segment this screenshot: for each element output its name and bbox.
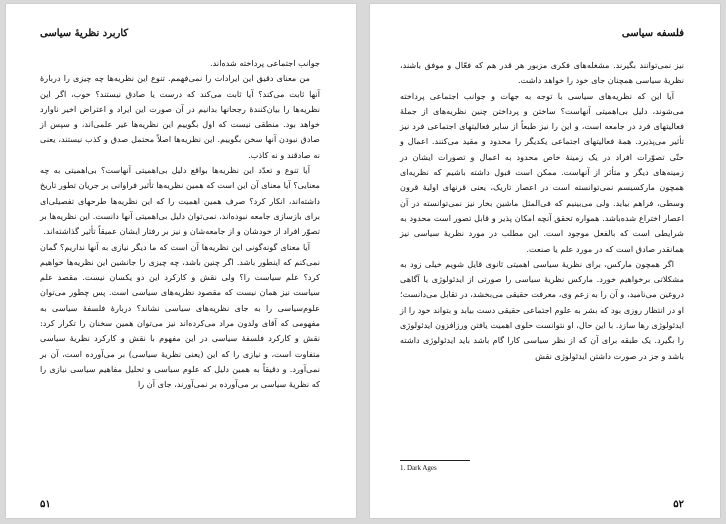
paragraph: من معنای دقیق این ایرادات را نمی‌فهمم. تنوع این نظریه‌ها چه چیزی را دربارهٔ آنها ثابت می‌کند؟ آیا ثابت می‌کند که درست یا صادق نیستند؟ خوب، اگر این نظریه‌ها را بیان‌کنندهٔ رجحانها بدانیم در آن صورت این ایراد و اعتراض اخیر ناوارد خواهد بود. منطقی نیست که اول بگوییم این نظریه‌ها غیر علمی‌اند، و سپس از صادق نبودن آنها سخن بگوییم. این نظریه‌ها اصلاً محتمل صدق و کذب نیستند، یعنی نه صادقند و نه کاذب. (40, 73, 320, 160)
body-text (400, 58, 684, 364)
paragraph: آیا معنای گونه‌گونی این نظریه‌ها آن است که ما دیگر نیازی به آنها نداریم؟ گمان نمی‌کنم که اینطور باشد. اگر چنین باشد، چه چیزی را جانشین این نظریه‌ها خواهیم کرد؟ علم سیاست را؟ ولی نقش و کارکرد این دو یکسان نیست. مقصد علم سیاست نیز همان نیست که مقصود نظریه‌های سیاسی است. پس چطور می‌توان علوم‌سیاسی را به جای نظریه‌های سیاسی نشاند؟ دربارهٔ فلسفهٔ سیاسی به مفهومی که آقای ولدون مراد می‌کرده‌اند نیز می‌توان همین سخنان را تکرار کرد: نقش و کارکرد فلسفهٔ سیاسی در این مفهوم با نقش و کارکرد نظریهٔ سیاسی متفاوت است، و نیازی را که این (یعنی نظریهٔ سیاسی) بر می‌آورده است، آن بر نمی‌آورد. و دقیقاً به همین دلیل که علوم سیاسی و تحلیل مفاهیم سیاسی نیازی را که نظریهٔ سیاسی بر می‌آورده بر نمی‌آورند، جای آن را (40, 241, 320, 390)
page-number: ۵۲ (673, 499, 684, 510)
left-page (6, 4, 356, 518)
running-head: کاربرد نظریهٔ سیاسی (40, 28, 129, 39)
paragraph: نیز نمی‌توانند بگیرند. مشغله‌های فکری مزبور هر قدر هم که فعّال و موفق باشند، نظریهٔ سیاسی همچنان جای خود را خواهد داشت. (400, 60, 684, 86)
body-text (40, 56, 320, 393)
paragraph: جوانب اجتماعی پرداخته شده‌اند. (210, 58, 320, 68)
footnote: 1. Dark Ages (400, 464, 437, 472)
paragraph: آیا تنوع و تعدّد این نظریه‌ها بواقع دلیل بی‌اهمیتی آنهاست؟ بی‌اهمیتی به چه معنایی؟ آیا معنای آن این است که همین نظریه‌ها تأثیر فراوانی بر جریان تطور تاریخ داشته‌اند، انکار کرد؟ صرف همین اهمیت را که این نظریه‌ها طرحهای تفصیلی‌ای برای بازسازی جامعه نبوده‌اند، نمی‌توان دلیل بی‌اهمیتی آنها دانست. این نظریه‌ها بر تصوّر افراد از خودشان و از جامعه‌شان و نیز بر رفتار ایشان عمیقاً تأثیر گذاشته‌اند. (40, 165, 320, 237)
running-head: فلسفه سیاسی (621, 28, 684, 39)
page-number: ۵۱ (40, 499, 51, 510)
right-page (370, 4, 720, 518)
paragraph: آیا این که نظریه‌های سیاسی با توجه به جهات و جوانب اجتماعی پرداخته می‌شوند، دلیل بی‌اهمیتی آنهاست؟ ساختن و پرداختن چنین نظریه‌های از جملهٔ فعالیتهای فرد در جامعه است، و این را نیز طبعاً از سایر فعالیتهای اجتماعی فرد نیز تأثیر می‌پذیرد. همهٔ فعالیتهای اجتماعی یکدیگر را محدود و مقید می‌کنند. اعمال و حتّی تصوّرات افراد در یک زمینهٔ خاص محدود به اعمال و تصورات ایشان در زمینه‌های دیگر و متأثر از آنهاست. ممکن است قبول داشته باشیم که نظریه‌ای همچون مارکسیسم نمی‌توانسته است در اعصار تاریک، یعنی قرنهای اولیهٔ قرون وسطی، فراهم بیاید. ولی می‌بینیم که فی‌المثل ماشین بخار نیز نمی‌توانسته در آن اعصار اختراع شده‌باشد. همواره تحقق آنچه امکان پذیر و قابل تصور است محدود به شرایطی است که بالفعل موجود است. این مطلب در مورد نظریهٔ سیاسی نیز همانقدر صادق است که در مورد علم یا صنعت. (400, 90, 684, 254)
paragraph: اگر همچون مارکس، برای نظریهٔ سیاسی اهمیتی ثانوی قایل شویم خیلی زود به مشکلاتی برخواهیم خورد. مارکس نظریهٔ سیاسی را صورتی از ایدئولوژی یا آگاهی دروغین می‌نامید، و آن را به زعم وی، معرفت حقیقی می‌بخشد، در تقابل می‌دانست؛ او در انتظار روزی بود که بشر به علوم اجتماعی حقیقی دست بیابد و بتواند خود را از ایدئولوژی رها سازد. با این حال، او نتوانست حلوی اهمیت یافتن ورزافزون ایدئولوژی را بگیرد. یک طبقه برای آن که از نظر سیاسی کارا گام باشد باید ایدئولوژی داشته باشد و جز در صورت داشتن ایدئولوژی نقش (400, 258, 684, 361)
footnote-rule (400, 460, 470, 461)
